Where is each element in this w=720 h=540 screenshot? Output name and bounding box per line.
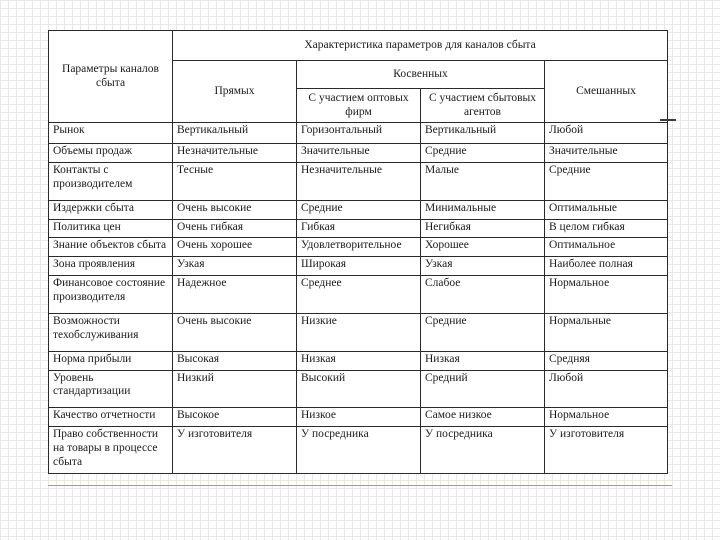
cell-param: Финансовое состояние производителя	[49, 276, 173, 314]
cell-mixed: Оптимальные	[545, 200, 668, 219]
cell-direct: Незначительные	[173, 143, 297, 162]
table-row	[49, 370, 668, 408]
cell-wholesale: Низкая	[297, 351, 421, 370]
table-row	[49, 143, 668, 162]
cell-wholesale: Средние	[297, 200, 421, 219]
cell-direct: Очень гибкая	[173, 219, 297, 238]
cell-direct: Очень высокие	[173, 200, 297, 219]
cell-param: Качество отчетности	[49, 408, 173, 427]
cell-wholesale: Высокий	[297, 370, 421, 408]
sales-channels-table-container	[48, 30, 667, 474]
cell-wholesale: Низкое	[297, 408, 421, 427]
cell-param: Право собственности на товары в процессе сбыта	[49, 427, 173, 474]
table-body	[49, 123, 668, 474]
table-row	[49, 351, 668, 370]
cell-direct: У изготовителя	[173, 427, 297, 474]
cell-direct: Высокое	[173, 408, 297, 427]
cell-mixed: Оптимальное	[545, 238, 668, 257]
cell-agents: Негибкая	[421, 219, 545, 238]
table-row	[49, 123, 668, 144]
sales-channels-table	[48, 30, 668, 474]
cell-agents: Низкая	[421, 351, 545, 370]
cell-mixed: Нормальное	[545, 276, 668, 314]
cell-direct: Низкий	[173, 370, 297, 408]
cell-agents: Узкая	[421, 257, 545, 276]
cell-param: Знание объектов сбыта	[49, 238, 173, 257]
cell-direct: Очень высокие	[173, 314, 297, 352]
bottom-divider	[48, 485, 672, 486]
cell-param: Норма прибыли	[49, 351, 173, 370]
cell-mixed: Средняя	[545, 351, 668, 370]
cell-mixed: Наиболее полная	[545, 257, 668, 276]
cell-mixed: Нормальное	[545, 408, 668, 427]
cell-wholesale: Горизонтальный	[297, 123, 421, 144]
cell-direct: Высокая	[173, 351, 297, 370]
table-row	[49, 162, 668, 200]
cell-mixed: Любой	[545, 123, 668, 144]
cell-param: Объемы продаж	[49, 143, 173, 162]
cell-wholesale: Широкая	[297, 257, 421, 276]
cell-agents: Самое низкое	[421, 408, 545, 427]
cell-param: Политика цен	[49, 219, 173, 238]
table-row	[49, 200, 668, 219]
col-header-mixed: Смешанных	[545, 61, 668, 123]
cell-agents: Хорошее	[421, 238, 545, 257]
cell-wholesale: Гибкая	[297, 219, 421, 238]
table-row	[49, 276, 668, 314]
cell-param: Рынок	[49, 123, 173, 144]
cell-param: Издержки сбыта	[49, 200, 173, 219]
table-row	[49, 257, 668, 276]
cell-direct: Узкая	[173, 257, 297, 276]
cell-wholesale: Незначительные	[297, 162, 421, 200]
group-header: Характеристика параметров для каналов сбыта	[173, 31, 668, 61]
cell-param: Уровень стандартизации	[49, 370, 173, 408]
corner-header: Параметры каналов сбыта	[49, 31, 173, 123]
table-row	[49, 238, 668, 257]
cell-wholesale: У посредника	[297, 427, 421, 474]
cell-wholesale: Значительные	[297, 143, 421, 162]
cell-mixed: Значительные	[545, 143, 668, 162]
table-row	[49, 219, 668, 238]
cell-mixed: У изготовителя	[545, 427, 668, 474]
cell-mixed: Средние	[545, 162, 668, 200]
cell-direct: Надежное	[173, 276, 297, 314]
cell-agents: Минимальные	[421, 200, 545, 219]
cell-direct: Очень хорошее	[173, 238, 297, 257]
cell-agents: Слабое	[421, 276, 545, 314]
cell-wholesale: Среднее	[297, 276, 421, 314]
cell-direct: Вертикальный	[173, 123, 297, 144]
table-row	[49, 408, 668, 427]
col-header-direct: Прямых	[173, 61, 297, 123]
cell-param: Зона проявления	[49, 257, 173, 276]
cell-agents: Вертикальный	[421, 123, 545, 144]
cell-mixed: Нормальные	[545, 314, 668, 352]
cell-param: Возможности техобслуживания	[49, 314, 173, 352]
cell-mixed: Любой	[545, 370, 668, 408]
table-row	[49, 314, 668, 352]
cell-wholesale: Низкие	[297, 314, 421, 352]
table-row	[49, 427, 668, 474]
accent-line	[660, 119, 676, 121]
cell-agents: Средние	[421, 314, 545, 352]
cell-agents: Средние	[421, 143, 545, 162]
cell-direct: Тесные	[173, 162, 297, 200]
subcol-header-agents: С участием сбытовых агентов	[421, 89, 545, 123]
subcol-header-wholesale: С участием оптовых фирм	[297, 89, 421, 123]
col-header-indirect: Косвенных	[297, 61, 545, 89]
cell-agents: Средний	[421, 370, 545, 408]
cell-mixed: В целом гибкая	[545, 219, 668, 238]
cell-agents: У посредника	[421, 427, 545, 474]
table-header	[49, 31, 668, 123]
cell-param: Контакты с производителем	[49, 162, 173, 200]
cell-agents: Малые	[421, 162, 545, 200]
cell-wholesale: Удовлетворительное	[297, 238, 421, 257]
